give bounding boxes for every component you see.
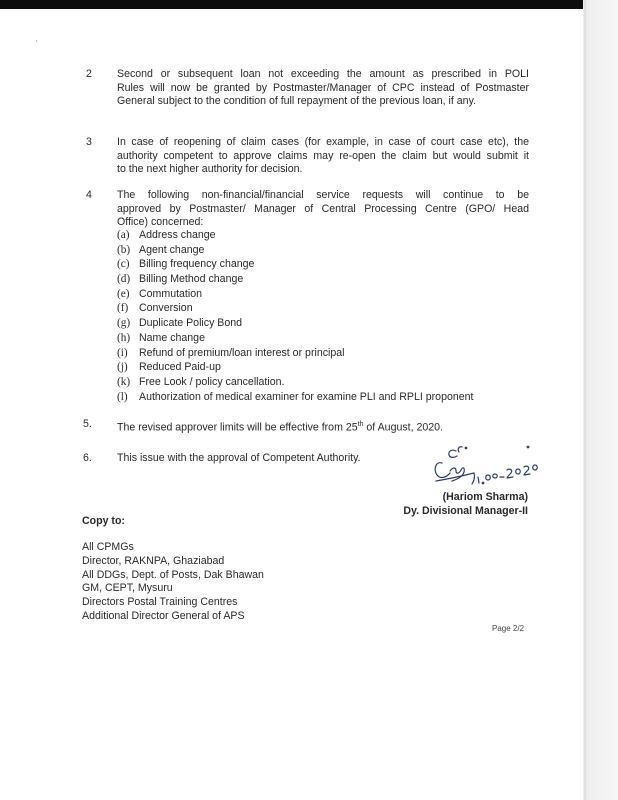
list-item-label: (a)	[117, 229, 130, 241]
list-item-text: Name change	[139, 331, 205, 344]
list-item-text: Refund of premium/loan interest or principal	[139, 346, 345, 359]
paragraph-line: to the next higher authority for decision.	[117, 163, 303, 176]
paragraph-line: Rules will now be granted by Postmaster/Manager of CPC instead of Postmaster	[117, 81, 529, 94]
list-item-text: Free Look / policy cancellation.	[139, 375, 285, 388]
recipient: Director, RAKNPA, Ghaziabad	[82, 554, 225, 567]
list-item-text: Duplicate Policy Bond	[139, 317, 243, 330]
signatory-name: (Hariom Sharma)	[442, 491, 528, 503]
recipient: Directors Postal Training Centres	[82, 596, 238, 609]
list-item-text: Address change	[139, 229, 216, 241]
paragraph-number: 3	[86, 136, 92, 148]
list-item-text: Reduced Paid-up	[139, 361, 221, 374]
list-item	[117, 331, 473, 346]
recipient: All CPMGs	[82, 541, 134, 553]
list-item-label: (c)	[117, 258, 130, 271]
list-item-text: Billing Method change	[139, 273, 244, 286]
list-item	[117, 346, 473, 361]
signatory-block	[403, 491, 528, 518]
list-item	[117, 287, 473, 302]
list-item-label: (i)	[117, 346, 128, 359]
paragraph-line: Second or subsequent loan not exceeding the amount as prescribed in POLI	[117, 68, 529, 80]
scan-artifact-mark	[36, 40, 37, 42]
paragraph-line: In case of reopening of claim cases (for example, in case of court case etc), the	[117, 136, 529, 148]
paragraph-number: 5.	[83, 418, 92, 430]
list-item-text: Commutation	[139, 287, 202, 300]
paragraph-line: Office) concerned:	[117, 216, 204, 229]
list-item-label: (f)	[117, 302, 129, 315]
list-item	[117, 301, 473, 316]
recipient: Additional Director General of APS	[82, 609, 245, 622]
paragraph-body	[117, 68, 529, 109]
scan-right-edge	[583, 0, 618, 800]
list-item-label: (b)	[117, 243, 131, 256]
list-item-text: Authorization of medical examiner for examine PLI and RPLI proponent	[139, 390, 474, 403]
paragraph-number: 6.	[83, 452, 92, 464]
list-item-label: (j)	[117, 361, 128, 374]
handwritten-signature	[428, 443, 542, 493]
list-item-label: (e)	[117, 287, 130, 300]
ordinal-superscript: th	[357, 421, 364, 428]
list-item-text: Billing frequency change	[139, 258, 255, 271]
paragraph-body	[117, 136, 529, 177]
list-item-label: (l)	[117, 390, 128, 403]
paragraph-line: The following non-financial/financial service requests will continue to be	[117, 189, 529, 201]
list-item-label: (d)	[117, 273, 131, 286]
recipient: All DDGs, Dept. of Posts, Dak Bhawan	[82, 568, 264, 581]
copy-to-recipients	[82, 541, 264, 624]
service-request-list	[117, 228, 473, 404]
list-item	[117, 257, 473, 272]
copy-to-heading: Copy to:	[82, 515, 125, 527]
recipient: GM, CEPT, Mysuru	[82, 582, 173, 595]
list-item-text: Conversion	[139, 302, 193, 315]
paragraph-text: The revised approver limits will be effective from 25	[117, 421, 358, 434]
list-item-label: (h)	[117, 331, 131, 344]
page-number: Page 2/2	[492, 624, 525, 633]
scan-top-border	[0, 0, 618, 9]
paragraph-text: of August, 2020.	[363, 421, 443, 434]
list-item	[117, 243, 473, 258]
list-item	[117, 228, 473, 243]
list-item	[117, 390, 473, 405]
list-item-label: (k)	[117, 375, 131, 388]
paragraph-text: This issue with the approval of Competent Authority.	[117, 452, 361, 464]
list-item	[117, 360, 473, 375]
list-item-label: (g)	[117, 317, 131, 330]
paragraph-body	[117, 189, 529, 230]
paragraph-line: approved by Postmaster/ Manager of Central Processing Centre (GPO/ Head	[117, 202, 529, 215]
paragraph-number: 2	[86, 68, 92, 80]
paragraph-number: 4	[86, 189, 92, 201]
list-item	[117, 272, 473, 287]
list-item-text: Agent change	[139, 243, 205, 256]
list-item	[117, 375, 473, 390]
list-item	[117, 316, 473, 331]
paragraph-line: authority competent to approve claims may re-open the claim but would submit it	[117, 149, 529, 162]
signatory-designation: Dy. Divisional Manager-II	[403, 504, 528, 517]
paragraph-line: General subject to the condition of full repayment of the previous loan, if any.	[117, 95, 477, 108]
paragraph-body	[117, 418, 529, 435]
